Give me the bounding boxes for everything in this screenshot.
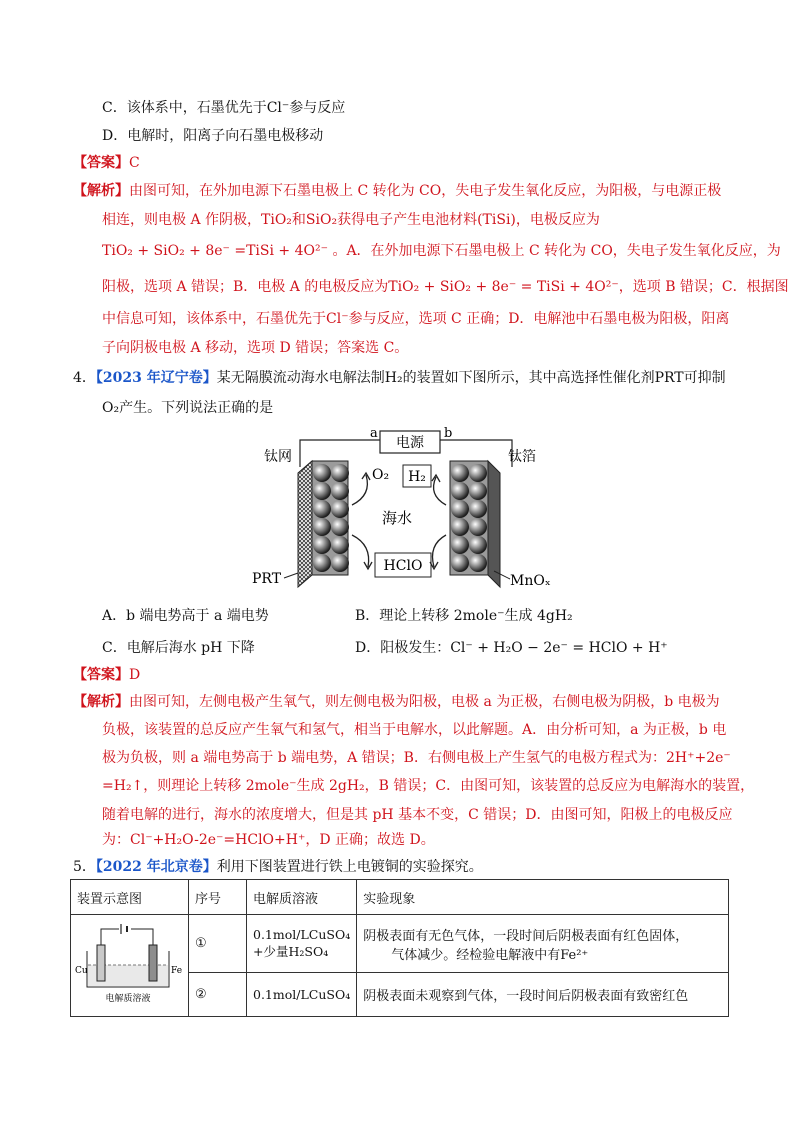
electrolyte-cell: 0.1mol/LCuSO₄ +少量H₂SO₄ <box>247 915 357 973</box>
experiment-table <box>70 879 729 1017</box>
analysis-tag: 【解析】 <box>73 694 129 710</box>
question-source: 【2022 年北京卷】 <box>95 859 217 875</box>
q4-option-c: C．电解后海水 pH 下降 <box>102 640 255 656</box>
seawater-label: 海水 <box>382 509 413 527</box>
q3-analysis-line-6: 子向阴极电极 A 移动，选项 D 错误；答案选 C。 <box>102 340 409 356</box>
q3-analysis-line-4: 阳极，选项 A 错误；B．电极 A 的电极反应为TiO₂ + SiO₂ + 8e⁻ = TiSi + 4O²⁻，选项 B 错误；C．根据图 <box>102 279 789 295</box>
answer-value: D <box>129 667 141 683</box>
q3-answer <box>73 153 140 173</box>
q4-analysis-line-3: 极为负极，则 a 端电势高于 b 端电势，A 错误；B．右侧电极上产生氢气的电极方程式为：2H⁺+2e⁻ <box>102 750 731 766</box>
table-header-row <box>71 880 729 915</box>
question-number: 4． <box>73 370 96 386</box>
table-header: 装置示意图 <box>71 880 189 915</box>
question-source: 【2023 年辽宁卷】 <box>95 370 217 386</box>
table-header: 电解质溶液 <box>247 880 357 915</box>
o2-label: O₂ <box>372 467 390 483</box>
power-label: 电源 <box>396 435 424 451</box>
electrolysis-apparatus-figure <box>240 425 570 595</box>
table-header: 实验现象 <box>357 880 729 915</box>
answer-tag: 【答案】 <box>73 667 129 683</box>
titanium-mesh-label: 钛网 <box>264 449 292 465</box>
q4-analysis-line-6: 为：Cl⁻+H₂O-2e⁻=HClO+H⁺，D 正确；故选 D。 <box>102 832 435 848</box>
q4-stem-line-1: 4．【2023 年辽宁卷】某无隔膜流动海水电解法制H₂的装置如下图所示，其中高选择性催化剂PRT可抑制 <box>73 370 726 386</box>
hclo-label: HClO <box>383 558 423 574</box>
q3-analysis-line-5: 中信息可知，该体系中，石墨优先于Cl⁻参与反应，选项 C 正确；D．电解池中石墨电极为阳极，阳离 <box>102 311 730 327</box>
solution-caption: 电解质溶液 <box>105 993 151 1004</box>
question-number: 5． <box>73 859 96 875</box>
h2-label: H₂ <box>408 469 426 485</box>
q4-analysis-line-4: =H₂↑，则理论上转移 2mole⁻生成 2gH₂，B 错误；C．由图可知，该装置的总反应为电解海水的装置， <box>102 778 755 794</box>
titanium-foil-label: 钛箔 <box>508 449 536 465</box>
table-header: 序号 <box>189 880 247 915</box>
row-number: ① <box>189 915 247 973</box>
apparatus-cell <box>71 915 189 1017</box>
q4-option-a: A．b 端电势高于 a 端电势 <box>102 608 269 624</box>
analysis-tag: 【解析】 <box>73 183 129 199</box>
prt-label: PRT <box>252 571 282 587</box>
q3-analysis-line-2: 相连，则电极 A 作阴极，TiO₂和SiO₂获得电子产生电池材料(TiSi)，电极反应为 <box>102 212 600 228</box>
q5-stem: 5．【2022 年北京卷】利用下图装置进行铁上电镀铜的实验探究。 <box>73 859 483 875</box>
cu-label: Cu <box>75 965 88 976</box>
q3-option-d: D．电解时，阳离子向石墨电极移动 <box>102 128 324 144</box>
table-row <box>71 915 729 973</box>
observation-cell: 阴极表面未观察到气体，一段时间后阴极表面有致密红色 <box>357 973 729 1017</box>
q4-analysis-line-5: 随着电解的进行，海水的浓度增大，但是其 pH 基本不变，C 错误；D．由图可知，阳极上的电极反应 <box>102 807 733 823</box>
q3-option-c: C．该体系中，石墨优先于Cl⁻参与反应 <box>102 100 346 116</box>
q4-answer <box>73 665 140 685</box>
q3-analysis-line-3: TiO₂ + SiO₂ + 8e⁻ =TiSi + 4O²⁻ 。A．在外加电源下石墨电极上 C 转化为 CO，失电子发生氧化反应，为 <box>102 243 781 259</box>
q4-option-b: B．理论上转移 2mole⁻生成 4gH₂ <box>355 608 573 624</box>
electrolyte-cell: 0.1mol/LCuSO₄ <box>247 973 357 1017</box>
q3-analysis-line-1: 【解析】由图可知，在外加电源下石墨电极上 C 转化为 CO，失电子发生氧化反应，为阳极，与电源正极 <box>73 183 722 199</box>
observation-cell: 阴极表面有无色气体，一段时间后阴极表面有红色固体， 气体减少。经检验电解液中有Fe²⁺ <box>357 915 729 973</box>
q4-analysis-line-1: 【解析】由图可知，左侧电极产生氧气，则左侧电极为阳极，电极 a 为正极，右侧电极为阴极，b 电极为 <box>73 694 720 710</box>
row-number: ② <box>189 973 247 1017</box>
fe-label: Fe <box>171 965 183 976</box>
q4-stem-line-2: O₂产生。下列说法正确的是 <box>102 400 274 416</box>
terminal-b-label: b <box>444 426 453 441</box>
q4-analysis-line-2: 负极，该装置的总反应产生氧气和氢气，相当于电解水，以此解题。A．由分析可知，a 为正极，b 电 <box>102 722 727 738</box>
answer-tag: 【答案】 <box>73 155 129 171</box>
electroplating-apparatus-figure <box>73 921 183 1007</box>
terminal-a-label: a <box>370 426 378 441</box>
answer-value: C <box>129 155 140 171</box>
q4-option-d: D．阳极发生：Cl⁻ + H₂O − 2e⁻ = HClO + H⁺ <box>355 640 668 656</box>
mnox-label: MnOₓ <box>510 573 551 589</box>
